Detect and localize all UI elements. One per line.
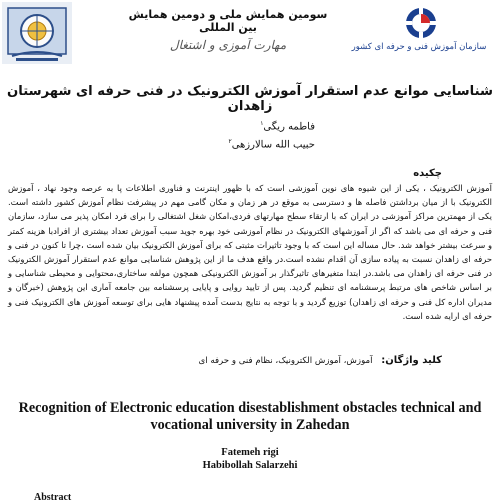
organization-logo: [344, 6, 494, 66]
conference-name: [128, 8, 328, 52]
conference-line2: مهارت آموزی و اشتغال: [169, 38, 287, 52]
organization-name: سازمان آموزش فنی و حرفه ای کشور: [351, 42, 487, 52]
keywords-label-fa: کلید واژگان:: [381, 355, 442, 366]
authors-fa: [228, 116, 315, 153]
abstract-body-fa: آموزش الکترونیک ، یکی از این شیوه های نوین آموزشی است که با ظهور اینترنت و فناوری اطلاعات پا به عرصه وجود نهاد ، آموزش الکترونیک با از میان برداشتن فاصله ها و دسترسی به موقع در هر زمان و مکان گامی مهم در پیشرفت نظام آموزش کشور داشته است. یکی از مهمترین مراکز آموزشی در ایران که با ارتقاء سطح مهارتهای فردی،امکان شغل اشتغالی را برای فرد امکان پذیر می سازد، سازمان فنی و حرفه ای می باشد که اگر از آموزشهای الکترونیک در نظام آموزشی خود بهره جوید سبب آموزش تعداد بیشتری از افرادبا هزینه کمتر و سرعت بیشتر خواهد شد. حال مساله این است که با وجود تاثیرات مثبتی که برای آموزش الکترونیک بیان شده است ،چرا تا کنون در فنی و حرفه ای زاهدان نسبت به پیاده سازی آن اقدام نشده است.در واقع هدف ما از این پژوهش شناسایی موانع عدم استقرار آموزش الکترونیک در فنی حرفه ای زاهدان می باشد.در ابتدا متغیرهای تاثیرگذار بر آموزش الکترونیکی همچون مولفه ساختاری،محتوایی و محیطی شناسایی و بر اساس شاخص های مرتبط پرسشنامه ای تنظیم گردید. پس از تایید روایی و پایایی پرسشنامه بین جامعه آماری این پژوهش (خبرگان و مدیران اداره کل فنی و حرفه ای زاهدان) توزیع گردید و با توجه به نتایج بدست آمده پیشنهاد هایی برای توسعه آموزش های الکترونیک فنی و حرفه ای ارایه شده است.: [8, 183, 492, 321]
authors-en: [0, 446, 500, 472]
tvto-logo-icon: [396, 6, 446, 40]
page-header: [0, 0, 500, 68]
conference-line1: سومین همایش ملی و دومین همایش بین المللی: [128, 8, 328, 34]
author-en: Habibollah Salarzehi: [202, 460, 298, 471]
author-fa: فاطمه ریگی$^۱$: [260, 120, 315, 133]
abstract-heading-fa: چکیده: [413, 168, 442, 179]
author-fa: حبیب الله سالارزهی$^۲$: [228, 138, 315, 151]
conference-logo-icon: [2, 2, 72, 64]
paper-title-fa: شناسایی موانع عدم استقرار آموزش الکترونیک در فنی حرفه ای شهرستان زاهدان: [7, 84, 493, 114]
paper-title-en: Recognition of Electronic education disestablishment obstacles technical and vocational university in Zahedan: [18, 400, 482, 433]
keywords-value-fa: آموزش، آموزش الکترونیک، نظام فنی و حرفه ای: [198, 356, 373, 366]
keywords-fa: [199, 355, 443, 366]
author-en: Fatemeh rigi: [221, 447, 279, 458]
abstract-heading-en: Abstract: [34, 492, 72, 503]
